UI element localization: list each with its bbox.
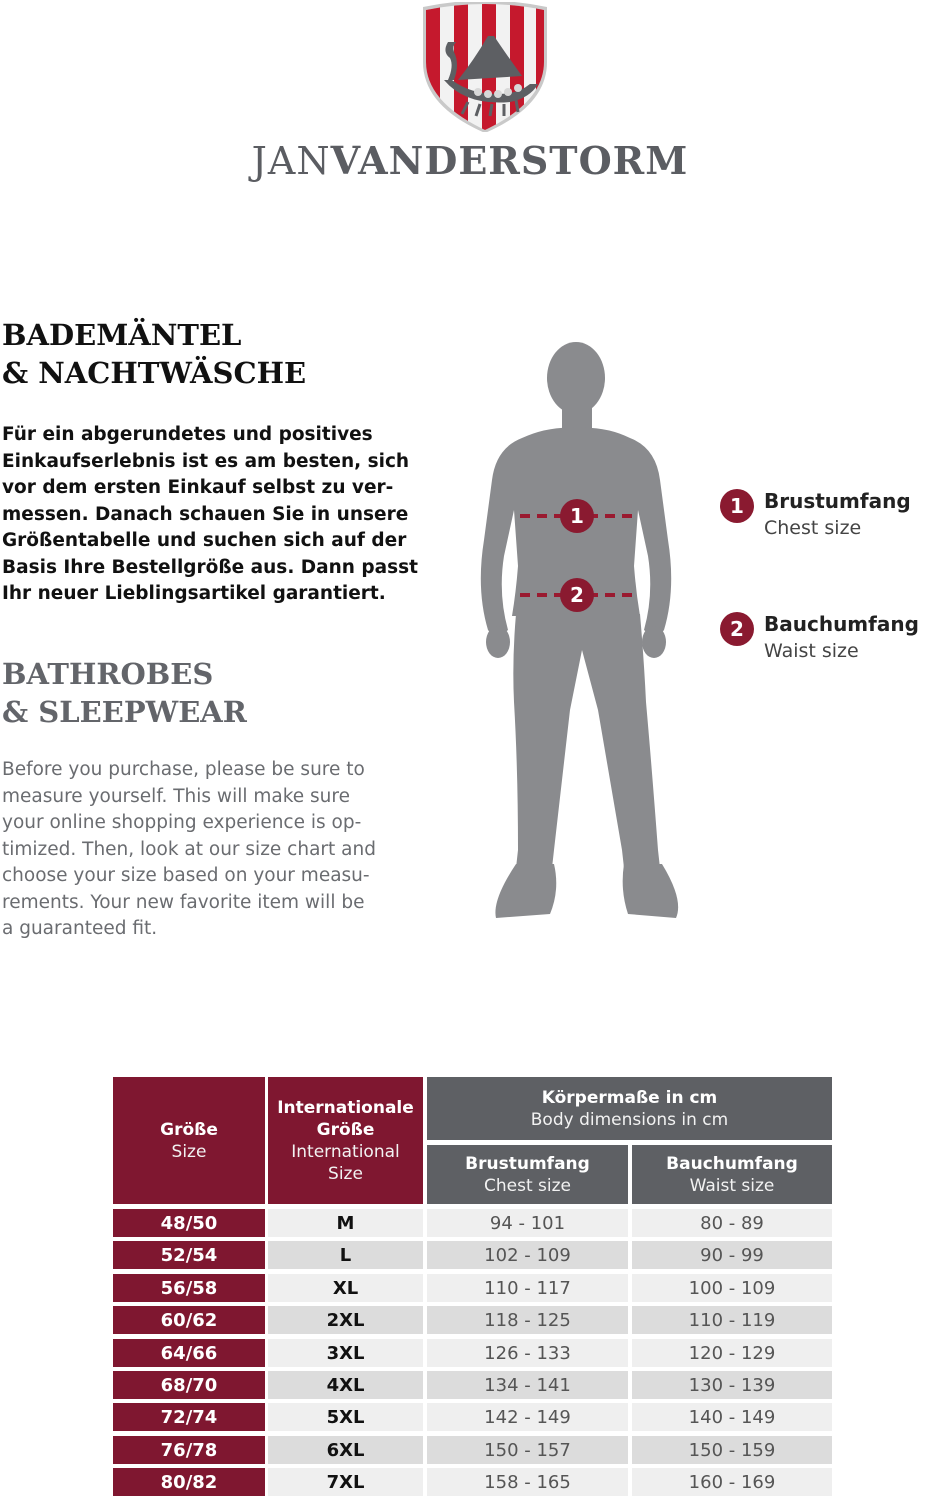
- brand-name-bold: VANDERSTORM: [330, 138, 689, 183]
- cell-waist: 150 - 159: [632, 1436, 832, 1464]
- cell-waist: 90 - 99: [632, 1241, 832, 1269]
- cell-waist: 80 - 89: [632, 1209, 832, 1237]
- waist-marker-number: 2: [570, 583, 584, 607]
- cell-size: 60/62: [113, 1306, 265, 1334]
- english-line: choose your size based on your measu-: [2, 865, 370, 886]
- english-line: a guaranteed fit.: [2, 918, 158, 939]
- legend-number: 1: [720, 489, 754, 523]
- header-size-de: Größe: [160, 1119, 218, 1140]
- cell-size: 68/70: [113, 1371, 265, 1399]
- header-waist: [632, 1145, 832, 1204]
- german-intro-paragraph: [2, 422, 434, 608]
- english-line: rements. Your new favorite item will be: [2, 891, 365, 913]
- cell-waist: 110 - 119: [632, 1306, 832, 1334]
- header-size: [113, 1077, 265, 1204]
- cell-size: 76/78: [113, 1436, 265, 1464]
- english-line: measure yourself. This will make sure: [2, 785, 350, 807]
- chest-marker-number: 1: [570, 504, 584, 528]
- header-chest-en: Chest size: [484, 1175, 571, 1196]
- legend-label-en: Chest size: [764, 517, 862, 539]
- header-international-size: [268, 1077, 423, 1204]
- header-waist-en: Waist size: [689, 1175, 775, 1196]
- german-line: Größentabelle und suchen sich auf der: [2, 530, 407, 551]
- cell-size: 48/50: [113, 1209, 265, 1237]
- legend-label-en: Waist size: [764, 640, 859, 662]
- legend-number: 2: [720, 612, 754, 646]
- english-heading: [2, 655, 442, 731]
- cell-size: 64/66: [113, 1339, 265, 1367]
- cell-size: 72/74: [113, 1403, 265, 1431]
- header-int-de-1: Internationale: [277, 1097, 414, 1118]
- cell-size: 52/54: [113, 1241, 265, 1269]
- cell-chest: 126 - 133: [427, 1339, 628, 1367]
- cell-international-size: 7XL: [268, 1468, 423, 1496]
- german-line: Ihr neuer Lieblingsartikel garantiert.: [2, 583, 386, 604]
- cell-waist: 160 - 169: [632, 1468, 832, 1496]
- cell-waist: 100 - 109: [632, 1274, 832, 1302]
- cell-waist: 120 - 129: [632, 1339, 832, 1367]
- cell-chest: 102 - 109: [427, 1241, 628, 1269]
- cell-waist: 140 - 149: [632, 1403, 832, 1431]
- cell-chest: 118 - 125: [427, 1306, 628, 1334]
- german-heading-line2: & NACHTWÄSCHE: [2, 356, 307, 390]
- chest-marker: [560, 499, 594, 533]
- legend-label-de: Bauchumfang: [764, 612, 919, 636]
- brand-wordmark: [0, 138, 928, 183]
- english-line: Before you purchase, please be sure to: [2, 759, 365, 780]
- header-chest: [427, 1145, 628, 1204]
- cell-international-size: 5XL: [268, 1403, 423, 1431]
- cell-chest: 142 - 149: [427, 1403, 628, 1431]
- cell-international-size: L: [268, 1241, 423, 1269]
- cell-waist: 130 - 139: [632, 1371, 832, 1399]
- cell-chest: 110 - 117: [427, 1274, 628, 1302]
- english-intro-paragraph: [2, 757, 434, 943]
- cell-chest: 150 - 157: [427, 1436, 628, 1464]
- waist-marker: [560, 578, 594, 612]
- header-int-en-1: International: [291, 1141, 400, 1162]
- header-body-dimensions: [427, 1077, 832, 1140]
- header-int-en-2: Size: [328, 1163, 363, 1184]
- english-heading-line1: BATHROBES: [2, 657, 214, 691]
- male-silhouette-icon: [478, 330, 688, 930]
- german-heading-line1: BADEMÄNTEL: [2, 318, 242, 352]
- cell-international-size: M: [268, 1209, 423, 1237]
- legend-label-de: Brustumfang: [764, 489, 911, 513]
- german-line: Einkaufserlebnis ist es am besten, sich: [2, 450, 410, 472]
- cell-international-size: 2XL: [268, 1306, 423, 1334]
- header-group-en: Body dimensions in cm: [530, 1109, 729, 1130]
- german-line: Basis Ihre Bestellgröße aus. Dann passt: [2, 556, 419, 578]
- cell-international-size: 6XL: [268, 1436, 423, 1464]
- english-line: timized. Then, look at our size chart and: [2, 838, 376, 860]
- cell-international-size: 3XL: [268, 1339, 423, 1367]
- brand-logo-shield: [418, 2, 552, 132]
- german-line: vor dem ersten Einkauf selbst zu ver-: [2, 477, 394, 498]
- cell-international-size: 4XL: [268, 1371, 423, 1399]
- cell-chest: 158 - 165: [427, 1468, 628, 1496]
- cell-size: 56/58: [113, 1274, 265, 1302]
- header-chest-de: Brustumfang: [465, 1153, 590, 1174]
- english-heading-line2: & SLEEPWEAR: [2, 695, 247, 729]
- cell-chest: 134 - 141: [427, 1371, 628, 1399]
- header-group-de: Körpermaße in cm: [541, 1087, 718, 1108]
- header-size-en: Size: [171, 1141, 207, 1162]
- header-waist-de: Bauchumfang: [666, 1153, 798, 1174]
- brand-name-light: JAN: [251, 139, 331, 183]
- cell-chest: 94 - 101: [427, 1209, 628, 1237]
- cell-international-size: XL: [268, 1274, 423, 1302]
- english-line: your online shopping experience is op-: [2, 812, 362, 833]
- german-heading: [2, 316, 442, 392]
- german-line: messen. Danach schauen Sie in unsere: [2, 503, 409, 525]
- cell-size: 80/82: [113, 1468, 265, 1496]
- german-line: Für ein abgerundetes und positives: [2, 424, 373, 445]
- header-int-de-2: Größe: [316, 1119, 375, 1140]
